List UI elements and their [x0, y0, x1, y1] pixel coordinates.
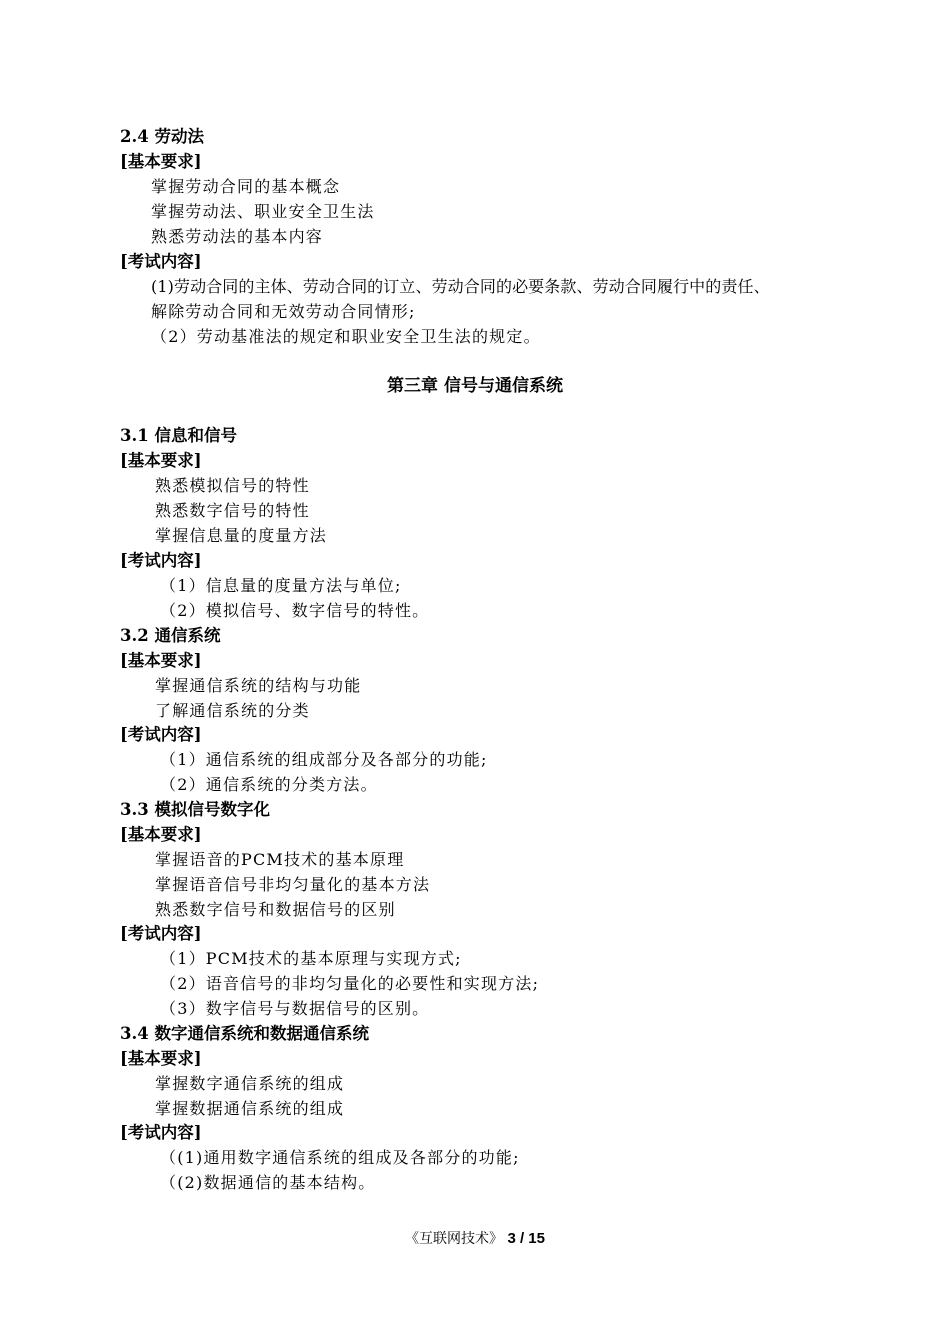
- chapter-title: 第三章 信号与通信系统: [387, 376, 563, 396]
- exam-item: （2）语音信号的非均匀量化的必要性和实现方法;: [160, 974, 540, 993]
- exam-label-3-3: [考试内容]: [120, 924, 202, 943]
- requirement-item: 熟悉数字信号的特性: [155, 501, 310, 520]
- exam-item: （1）通信系统的组成部分及各部分的功能;: [160, 750, 488, 769]
- section-title-3-2: 3.2 通信系统: [120, 626, 221, 645]
- requirement-item: 了解通信系统的分类: [155, 701, 310, 720]
- requirement-item: 掌握劳动法、职业安全卫生法: [151, 202, 375, 221]
- requirements-label-3-1: [基本要求]: [120, 451, 202, 470]
- exam-item: （2）通信系统的分类方法。: [160, 775, 378, 794]
- requirement-item: 熟悉劳动法的基本内容: [151, 227, 324, 246]
- requirement-item: 掌握通信系统的结构与功能: [155, 676, 362, 695]
- exam-label-2-4: [考试内容]: [120, 252, 202, 271]
- exam-item: （(2)数据通信的基本结构。: [160, 1173, 376, 1192]
- section-title-2-4: 2.4 劳动法: [120, 127, 204, 146]
- page-number: 3 / 15: [507, 1230, 545, 1247]
- exam-item: 解除劳动合同和无效劳动合同情形;: [151, 302, 416, 321]
- requirements-label-3-2: [基本要求]: [120, 651, 202, 670]
- requirement-item: 掌握数据通信系统的组成: [155, 1099, 345, 1118]
- section-title-3-1: 3.1 信息和信号: [120, 426, 237, 445]
- exam-item: （1）PCM技术的基本原理与实现方式;: [160, 949, 462, 968]
- requirement-item: 熟悉数字信号和数据信号的区别: [155, 900, 396, 919]
- exam-item: （3）数字信号与数据信号的区别。: [160, 999, 430, 1018]
- exam-label-3-1: [考试内容]: [120, 551, 202, 570]
- section-title-3-3: 3.3 模拟信号数字化: [120, 800, 270, 819]
- requirement-item: 掌握劳动合同的基本概念: [151, 177, 341, 196]
- requirements-label-2-4: [基本要求]: [120, 152, 202, 171]
- exam-item: （2）劳动基准法的规定和职业安全卫生法的规定。: [151, 327, 541, 346]
- exam-label-3-2: [考试内容]: [120, 725, 202, 744]
- page-footer: [0, 1228, 950, 1250]
- requirements-label-3-3: [基本要求]: [120, 825, 202, 844]
- exam-item: （(1)通用数字通信系统的组成及各部分的功能;: [160, 1148, 520, 1167]
- exam-item: （2）模拟信号、数字信号的特性。: [160, 601, 430, 620]
- exam-item: （1）信息量的度量方法与单位;: [160, 576, 402, 595]
- footer-doc-title: 《互联网技术》: [405, 1231, 503, 1247]
- requirements-label-3-4: [基本要求]: [120, 1049, 202, 1068]
- requirement-item: 熟悉模拟信号的特性: [155, 476, 310, 495]
- requirement-item: 掌握语音的PCM技术的基本原理: [155, 850, 405, 869]
- exam-item: (1)劳动合同的主体、劳动合同的订立、劳动合同的必要条款、劳动合同履行中的责任、: [151, 277, 770, 296]
- exam-label-3-4: [考试内容]: [120, 1123, 202, 1142]
- requirement-item: 掌握信息量的度量方法: [155, 526, 328, 545]
- requirement-item: 掌握语音信号非均匀量化的基本方法: [155, 875, 431, 894]
- section-title-3-4: 3.4 数字通信系统和数据通信系统: [120, 1024, 369, 1043]
- requirement-item: 掌握数字通信系统的组成: [155, 1074, 345, 1093]
